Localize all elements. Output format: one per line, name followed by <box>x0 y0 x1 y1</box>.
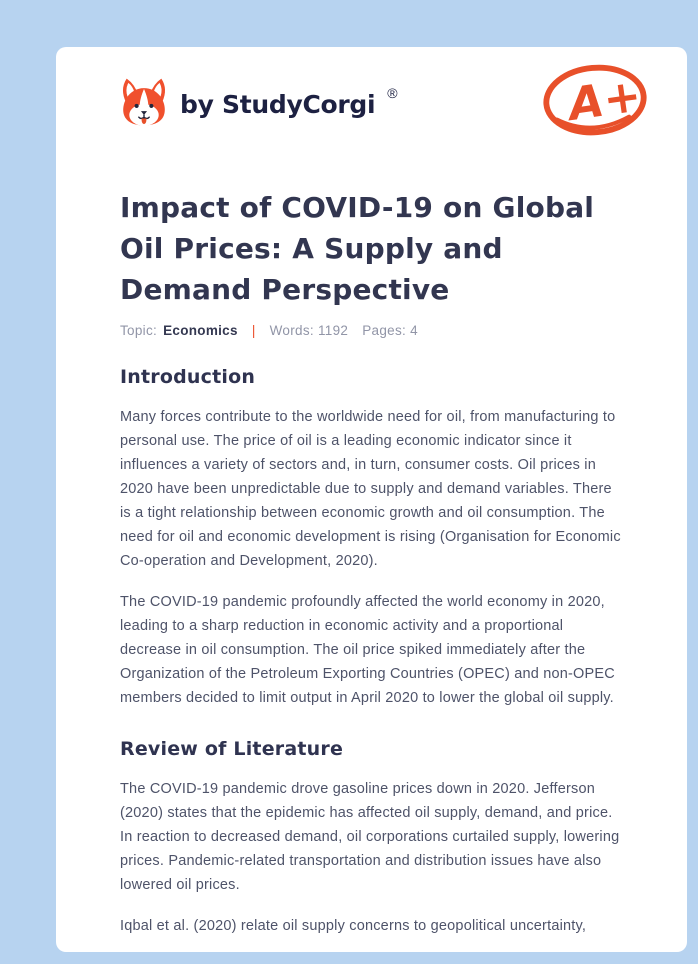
grade-text: A+ <box>565 68 645 132</box>
words-stat <box>270 323 349 338</box>
brand-name: by StudyCorgi <box>180 89 376 119</box>
topic-link[interactable]: Economics <box>163 323 238 338</box>
header <box>56 47 687 147</box>
essay-meta-row <box>120 323 623 338</box>
paragraph-clipped: Iqbal et al. (2020) relate oil supply concerns to geopolitical uncertainty, <box>120 918 587 934</box>
registered-trademark: ® <box>387 85 398 101</box>
a-plus-stamp-icon <box>541 61 649 141</box>
section-heading-introduction: Introduction <box>120 366 256 388</box>
essay-document <box>56 187 687 938</box>
paragraph: Many forces contribute to the worldwide need for oil, from manufacturing to personal use. The price of oil is a leading economic indicator since it influences a variety of sectors and, in turn, consumer costs. Oil prices in 2020 have been unpredictable due to supply and demand variables. There is a tight relationship between economic growth and oil consumption. The need for oil and economic development is rising (Organisation for Economic Co-operation and Development, 2020). <box>120 409 621 569</box>
pages-label: Pages: <box>362 323 407 338</box>
paragraph: The COVID-19 pandemic profoundly affected the world economy in 2020, leading to a sharp reduction in economic activity and a proportional decrease in oil consumption. The oil price spiked immediately after the Organization of the Petroleum Exporting Countries (OPEC) and non-OPEC members decided to limit output in April 2020 to lower the global oil supply. <box>120 594 615 706</box>
pages-stat <box>362 323 418 338</box>
corgi-logo-icon <box>118 75 170 129</box>
topic-label: Topic: <box>120 323 158 338</box>
words-value: 1192 <box>318 323 349 338</box>
meta-divider: | <box>251 323 256 338</box>
essay-title: Impact of COVID-19 on Global Oil Prices: A Supply and Demand Perspective <box>120 191 595 306</box>
studycorgi-brand[interactable] <box>118 75 396 129</box>
paragraph: The COVID-19 pandemic drove gasoline prices down in 2020. Jefferson (2020) states that the epidemic has affected oil supply, demand, and price. In reaction to decreased demand, oil corporations curtailed supply, lowering prices. Pandemic-related transportation and distribution issues have also lowered oil prices. <box>120 781 620 893</box>
essay-preview-card <box>56 47 687 952</box>
pages-value: 4 <box>410 323 418 338</box>
section-heading-review-of-literature: Review of Literature <box>120 738 344 760</box>
words-label: Words: <box>269 323 314 338</box>
